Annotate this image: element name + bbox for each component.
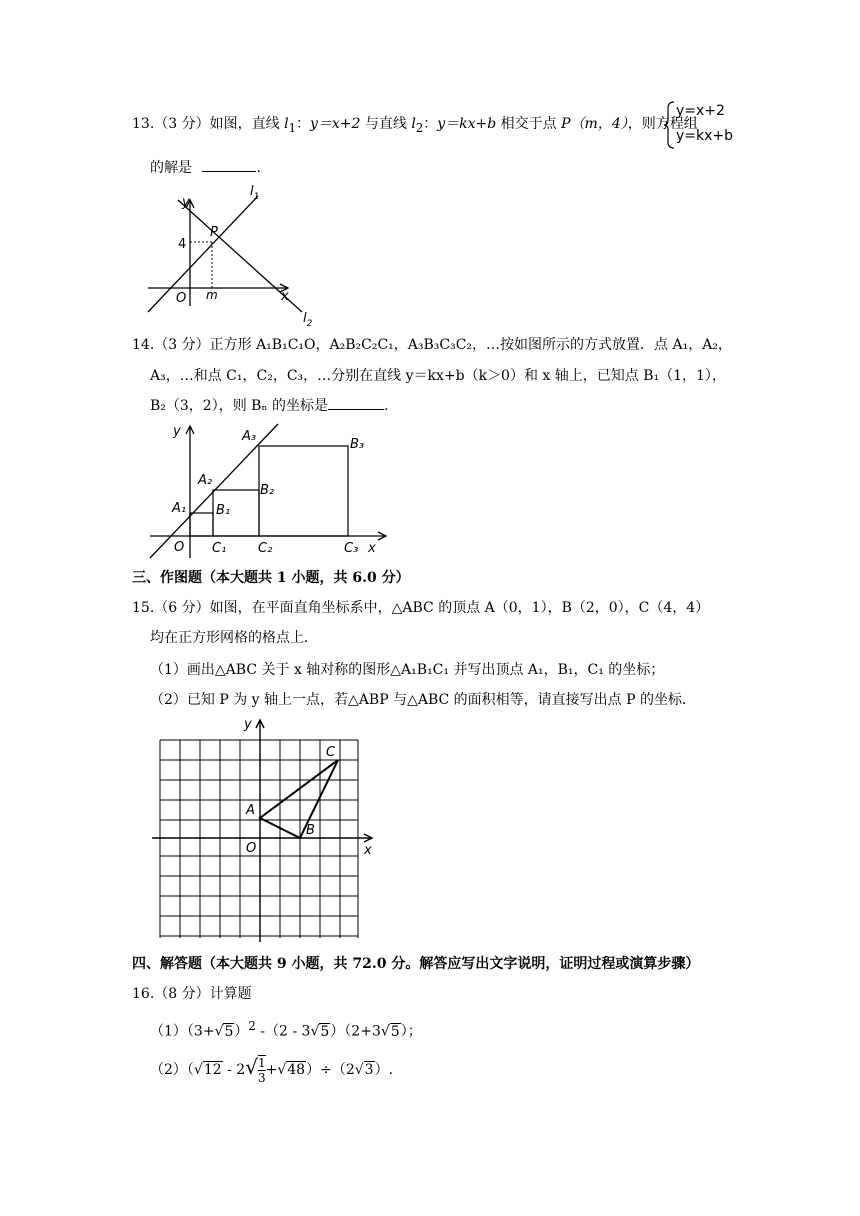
q16-line1: 16.（8 分）计算题 [132, 986, 252, 1002]
q14-fig-b1: B₁ [216, 503, 231, 518]
q15-fig-b: B [306, 823, 315, 838]
q15-fig-c: C [326, 745, 336, 760]
q14-fig-a3: A₃ [242, 429, 257, 444]
q14-fig-c3: C₃ [344, 541, 359, 556]
q16-p1-sqrt2: 5 [320, 1023, 330, 1040]
section3-heading: 三、作图题（本大题共 1 小题，共 6.0 分） [132, 570, 410, 586]
q16-p2-c: + [265, 1062, 278, 1078]
q13-number: 13. [132, 116, 155, 132]
q15-part1: （1）画出△ABC 关于 x 轴对称的图形△A₁B₁C₁ 并写出顶点 A₁，B₁，C₁ 的坐标； [150, 662, 665, 678]
q13-figure [140, 182, 320, 328]
q16-p2-fraction: $\frac{1}{3}$ [257, 1056, 266, 1085]
q13-colon: ： [295, 116, 310, 132]
q16-part2: （2）（√12 - 2√ $\frac{1}{3}$ +√48）÷（2√3）. [150, 1055, 394, 1085]
system-eq2: y=kx+b [676, 128, 734, 144]
q13-fig-y: y [182, 195, 190, 210]
q15-part2: （2）已知 P 为 y 轴上一点，若△ABP 与△ABC 的面积相等，请直接写出点 P 的坐标． [150, 692, 696, 708]
q16-p2-b: - 2 [222, 1062, 246, 1078]
q14-period: . [383, 398, 389, 414]
q15-line1: 15.（6 分）如图，在平面直角坐标系中，△ABC 的顶点 A（0，1），B（2，0），C（4，4） [132, 600, 710, 616]
q14-fig-c2: C₂ [258, 541, 273, 556]
q13-text2: 与直线 [360, 116, 412, 132]
q13-text4: ，则方程组 [627, 116, 698, 132]
q13-fig-p: P [210, 225, 218, 240]
q14-fig-c1: C₁ [212, 541, 227, 556]
l2-sub: 2 [415, 120, 424, 135]
q16-p1-exp: 2 [248, 1019, 256, 1033]
q14-fig-b3: B₃ [350, 437, 365, 452]
q16-p1-label: （1） [150, 1023, 187, 1040]
q16-p1-sqrt3: 5 [390, 1023, 400, 1040]
q16-p1-a: （3+ [186, 1023, 215, 1040]
q16-part1: $(1)(3+√5)^2$ -（2 - 3√5）（2+3√5）； [150, 1019, 422, 1040]
q13-line1 [132, 114, 698, 138]
q13-fig-4: 4 [178, 237, 187, 252]
q15-line2: 均在正方形网格的格点上． [150, 630, 318, 646]
q13-fig-l1: $l_1$ [250, 184, 260, 202]
q14-fig-o: O [174, 540, 185, 555]
q14-line1 [132, 335, 732, 355]
q14-text3: B₂（3，2），则 Bₙ 的坐标是 [150, 398, 328, 414]
q16-p2-e: ）. [374, 1062, 394, 1078]
q13-text: 如图，直线 [209, 116, 285, 132]
q14-line3 [150, 396, 388, 416]
q16-p2-a: （ [186, 1062, 194, 1078]
eq2: y＝kx+b [437, 116, 497, 132]
q13-answer-suffix: . [256, 160, 261, 176]
q16-p2-sqrt1: 12 [203, 1062, 222, 1078]
q13-line2 [150, 158, 261, 178]
q16-p1-c: -（2 - 3 [255, 1023, 311, 1040]
q16-p2-sqrt3: 3 [364, 1062, 374, 1078]
q13-answer-prefix: 的解是 [150, 160, 192, 176]
l2-label: l [411, 116, 416, 132]
q16-p2-label: （2） [150, 1062, 187, 1078]
q16-p2-d: ）÷（2 [306, 1062, 355, 1078]
q15-fig-y: y [244, 717, 252, 732]
eq1: y＝x+2 [309, 116, 361, 132]
q14-fig-y: y [173, 424, 181, 439]
q16-p1-b: ） [234, 1023, 249, 1040]
q14-line2: A₃，…和点 C₁，C₂，C₃，…分别在直线 y＝kx+b（k＞0）和 x 轴上，已知点 B₁（1，1）， [150, 368, 726, 384]
q13-fig-o: O [176, 291, 187, 306]
q15-fig-o: O [246, 841, 257, 856]
q15-fig-a: A [246, 803, 255, 818]
section4-heading: 四、解答题（本大题共 9 小题，共 72.0 分。解答应写出文字说明，证明过程或演算步骤） [132, 956, 700, 972]
q13-answer-blank[interactable] [202, 171, 256, 172]
q16-p1-sqrt1: 5 [224, 1023, 234, 1040]
q14-fig-b2: B₂ [260, 483, 275, 498]
q15-figure [150, 716, 380, 946]
system-eq1: y=x+2 [676, 103, 725, 119]
q14-answer-blank[interactable] [328, 409, 384, 410]
q14-fig-a1: A₁ [172, 501, 187, 516]
q13-fig-m: m [206, 288, 218, 302]
q14-number: 14. [132, 337, 155, 353]
q14-fig-a2: A₂ [198, 473, 213, 488]
l1-sub: 1 [288, 120, 296, 135]
q14-figure [140, 418, 400, 564]
q14-score: （3 分） [154, 337, 210, 353]
q16-p1-d: ）（2+3 [330, 1023, 381, 1040]
q16-p1-e: ）； [400, 1023, 422, 1040]
q13-text3: 相交于点 [496, 116, 562, 132]
q13-score: （3 分） [154, 116, 210, 132]
q16-p2-sqrt2: 48 [287, 1062, 306, 1078]
q13-fig-l2: $l_2$ [303, 311, 313, 328]
q15-fig-x: x [364, 843, 372, 858]
q13-colon2: ： [423, 116, 438, 132]
q14-fig-x: x [368, 541, 376, 556]
l1-label: l [284, 116, 289, 132]
point-p: P（m，4） [561, 116, 628, 132]
q13-fig-x: x [281, 289, 289, 304]
q14-text1: 正方形 A₁B₁C₁O，A₂B₂C₂C₁，A₃B₃C₃C₂，…按如图所示的方式放置．点 A₁，A₂， [209, 337, 732, 353]
